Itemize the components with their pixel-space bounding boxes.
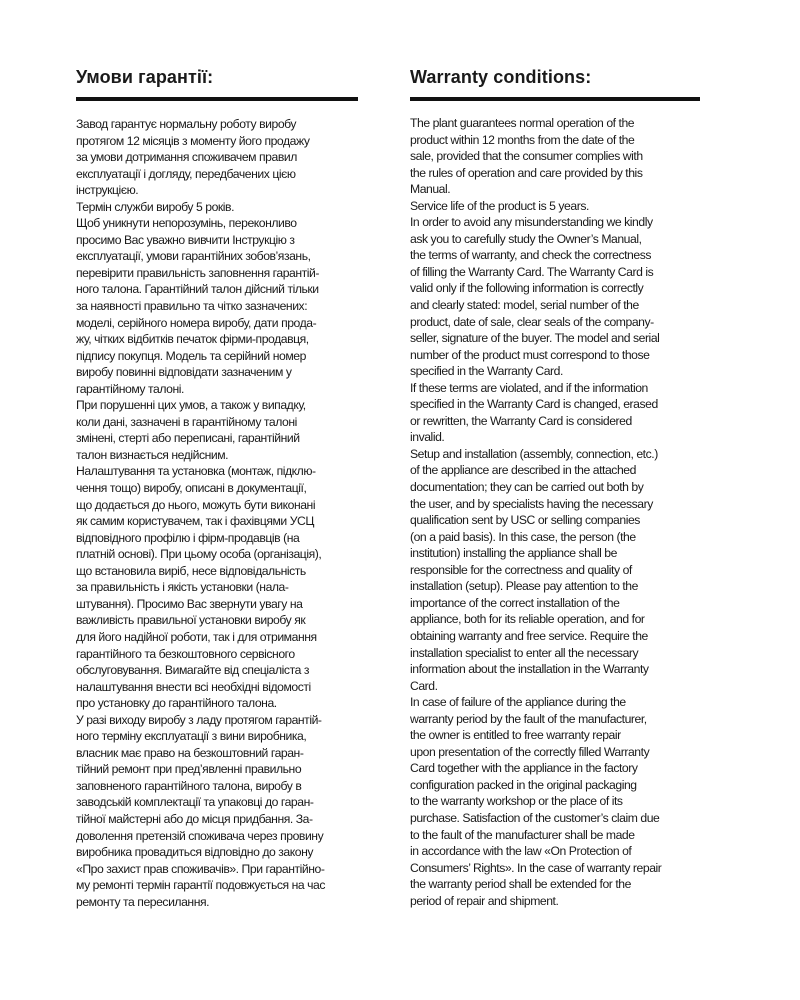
text-line: ask you to carefully study the Owner’s Manual, [410,231,642,246]
text-line: valid only if the following information is correctly [410,281,644,296]
text-line: за наявності правильно та чітко зазначених: [76,299,308,314]
text-line: штування). Просимо Вас звернути увагу на [76,596,303,611]
text-line: заводській комплектації та упаковці до гаран- [76,795,314,810]
text-line: просимо Вас уважно вивчити Інструкцію з [76,232,295,247]
text-line: Manual. [410,182,451,197]
text-line: importance of the correct installation of the [410,595,620,610]
text-line: installation (setup). Please pay attention to the [410,579,638,594]
text-line: Setup and installation (assembly, connection, etc.) [410,446,658,461]
text-line: Термін служби виробу 5 років. [76,199,235,214]
text-line: responsible for the correctness and quality of [410,562,632,577]
text-line: жу, чітких відбитків печаток фірми-продавця, [76,332,309,347]
text-line: Щоб уникнути непорозумінь, переконливо [76,216,297,231]
text-line: експлуатації і догляду, передбачених цією [76,166,296,181]
text-line: information about the installation in the Warranty [410,662,649,677]
text-line: «Про захист прав споживачів». При гарантійно- [76,861,325,876]
text-line: product, date of sale, clear seals of the company- [410,314,654,329]
text-line: гарантійному талоні. [76,381,184,396]
text-line: appliance, both for its reliable operation, and for [410,612,645,627]
text-line: заповненого гарантійного талона, виробу в [76,778,302,793]
text-line: ного талона. Гарантійний талон дійсний тільки [76,282,319,297]
text-line: the owner is entitled to free warranty repair [410,728,621,743]
text-line: warranty period by the fault of the manufacturer, [410,711,647,726]
text-line: талон визнається недійсним. [76,447,229,462]
text-line: У разі виходу виробу з ладу протягом гарантій- [76,712,322,727]
text-line: ного терміну експлуатації з вини виробника, [76,729,307,744]
text-line: протягом 12 місяців з моменту його продажу [76,133,310,148]
text-line: гарантійного та безкоштовного сервісного [76,646,295,661]
warranty-text-ukrainian [76,116,358,910]
text-line: of the appliance are described in the attached [410,463,636,478]
text-line: експлуатації, умови гарантійних зобов’язань, [76,249,311,264]
text-line: тійної майстерні або до місця придбання. За- [76,811,313,826]
text-line: важливість правильної установки виробу як [76,613,306,628]
text-line: для його надійної роботи, так і для отримання [76,629,317,644]
text-line: Card. [410,678,438,693]
text-line: підпису покупця. Модель та серійний номер [76,348,306,363]
text-line: Consumers’ Rights». In the case of warranty repair [410,860,662,875]
text-line: Налаштування та установка (монтаж, підклю- [76,464,316,479]
warranty-column-ukrainian [76,66,358,910]
heading-divider [76,97,358,101]
text-line: моделі, серійного номера виробу, дати прода- [76,315,317,330]
text-line: налаштування внести всі необхідні відомості [76,679,311,694]
text-line: що додається до нього, можуть бути виконані [76,497,316,512]
text-line: виробника провадиться відповідно до закону [76,845,313,860]
text-line: sale, provided that the consumer complies with [410,149,643,164]
text-line: in accordance with the law «On Protection of [410,844,632,859]
text-line: тійний ремонт при пред’явленні правильно [76,762,302,777]
text-line: installation specialist to enter all the necessary [410,645,639,660]
section-heading-english: Warranty conditions: [410,67,592,87]
text-line: invalid. [410,430,445,445]
text-line: як самим користувачем, так і фахівцями УСЦ [76,514,314,529]
text-line: Завод гарантує нормальну роботу виробу [76,117,297,131]
text-line: the terms of warranty, and check the correctness [410,248,651,263]
text-line: інструкцією. [76,183,139,198]
text-line: платній основі). При цьому особа (організація), [76,547,322,562]
text-line: the user, and by specialists having the necessary [410,496,653,511]
text-line: обслуговування. Вимагайте від спеціаліста з [76,663,309,678]
text-line: виробу повинні відповідати зазначеним у [76,365,292,380]
text-line: за правильність і якість установки (нала- [76,580,289,595]
text-line: of filling the Warranty Card. The Warranty Card is [410,264,654,279]
text-line: доволення претензій споживача через провину [76,828,324,843]
text-line: Card together with the appliance in the factory [410,761,638,776]
heading-divider [410,97,700,101]
text-line: specified in the Warranty Card is changed, erased [410,397,658,412]
text-line: institution) installing the appliance shall be [410,546,617,561]
text-line: чення тощо) виробу, описані в документації, [76,481,307,496]
text-line: upon presentation of the correctly filled Warranty [410,744,650,759]
text-line: to the fault of the manufacturer shall be made [410,827,635,842]
text-line: що встановила виріб, несе відповідальність [76,563,306,578]
text-line: and clearly stated: model, serial number of the [410,298,639,313]
warranty-column-english [410,66,700,909]
text-line: obtaining warranty and free service. Require the [410,628,648,643]
text-line: за умови дотримання споживачем правил [76,150,297,165]
text-line: number of the product must correspond to those [410,347,650,362]
text-line: purchase. Satisfaction of the customer’s claim due [410,810,660,825]
text-line: The plant guarantees normal operation of the [410,116,635,130]
text-line: змінені, стерті або переписані, гарантійний [76,431,300,446]
text-line: му ремонті термін гарантії подовжується на час [76,878,325,893]
text-line: про установку до гарантійного талона. [76,696,277,711]
text-line: specified in the Warranty Card. [410,364,563,379]
text-line: (on a paid basis). In this case, the person (the [410,529,636,544]
text-line: or rewritten, the Warranty Card is considered [410,413,632,428]
section-heading-ukrainian: Умови гарантії: [76,67,214,87]
text-line: In case of failure of the appliance during the [410,695,626,710]
text-line: перевірити правильність заповнення гарантій- [76,265,319,280]
text-line: period of repair and shipment. [410,893,559,908]
text-line: the rules of operation and care provided by this [410,165,643,180]
text-line: відповідного профілю і фірм-продавців (на [76,530,300,545]
text-line: seller, signature of the buyer. The model and serial [410,331,660,346]
text-line: documentation; they can be carried out both by [410,480,644,495]
text-line: При порушенні цих умов, а також у випадку, [76,398,306,413]
text-line: In order to avoid any misunderstanding we kindly [410,215,653,230]
text-line: коли дані, зазначені в гарантійному талоні [76,414,297,429]
text-line: the warranty period shall be extended for the [410,877,631,892]
text-line: Service life of the product is 5 years. [410,198,589,213]
text-line: If these terms are violated, and if the information [410,380,648,395]
warranty-text-english [410,115,700,909]
text-line: product within 12 months from the date of the [410,132,635,147]
text-line: ремонту та пересилання. [76,894,210,909]
text-line: to the warranty workshop or the place of its [410,794,623,809]
text-line: qualification sent by USC or selling companies [410,513,640,528]
text-line: власник має право на безкоштовний гаран- [76,745,304,760]
text-line: configuration packed in the original packaging [410,777,637,792]
